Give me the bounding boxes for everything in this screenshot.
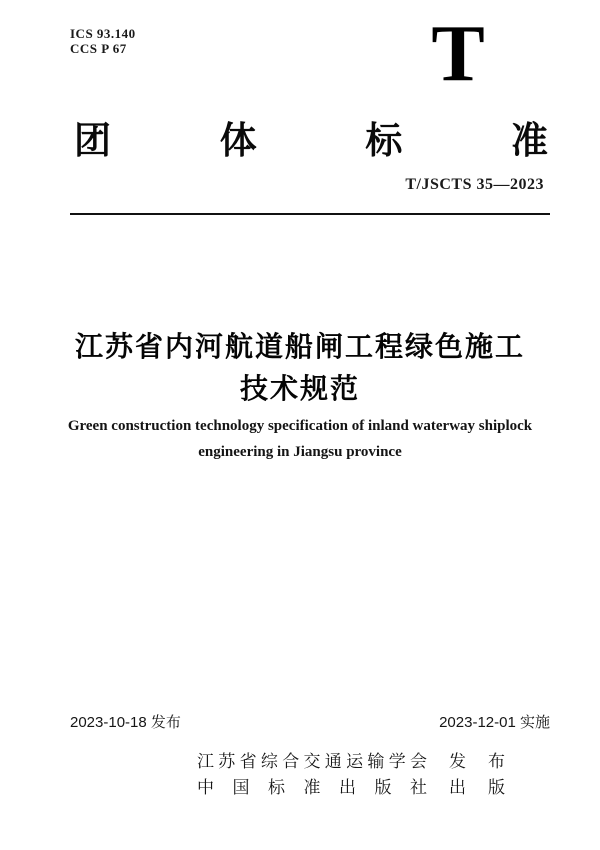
standard-type-char: 团 [74,120,111,161]
dates-row [70,711,550,732]
issue-date: 2023-10-18 发布 [70,714,181,731]
document-title-cn [0,326,600,410]
publisher-society-name: 江苏省综合交通运输学会 [197,752,427,771]
document-title-en [0,413,600,465]
document-title-en-line1: Green construction technology specification of inland waterway shiplock [67,418,533,434]
publisher-society-action: 发 布 [449,752,505,771]
t-standard-logo: T [431,10,485,98]
document-title-cn-line1: 江苏省内河航道船闸工程绿色施工 [74,331,525,362]
standard-type-char: 准 [510,120,548,161]
publisher-press-name: 中国标准出版社 [197,778,427,797]
publisher-block [197,749,505,801]
standard-type-char: 体 [219,120,257,161]
ics-code: ICS 93.140 [70,26,136,41]
standard-number: T/JSCTS 35—2023 [405,176,544,193]
standard-type-heading [74,110,548,164]
ics-codes [70,26,136,56]
publisher-press-action: 出 版 [449,778,505,797]
ccs-code: CCS P 67 [70,41,127,56]
header-divider [70,213,550,215]
document-title-cn-line2: 技术规范 [239,373,360,404]
standard-type-char: 标 [365,120,403,161]
document-title-en-line2: engineering in Jiangsu province [198,444,402,460]
implement-date: 2023-12-01 实施 [439,714,550,731]
